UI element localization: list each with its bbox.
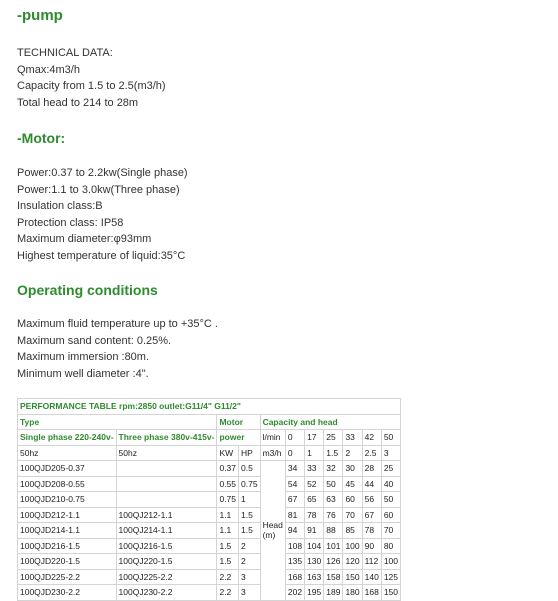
- m3h-label: m3/h: [260, 445, 285, 461]
- head-value: 150: [381, 585, 400, 601]
- lmin-label: l/min: [260, 430, 285, 446]
- head-value: 163: [305, 569, 324, 585]
- head-value: 67: [285, 492, 304, 508]
- head-value: 63: [324, 492, 343, 508]
- motor-line: Maximum diameter:φ93mm: [17, 233, 152, 245]
- head-value: 45: [343, 476, 362, 492]
- m3h-value: 3: [381, 445, 400, 461]
- lmin-value: 50: [381, 430, 400, 446]
- three-hz: 50hz: [116, 445, 217, 461]
- motor-heading: -Motor:: [17, 130, 66, 146]
- head-value: 44: [362, 476, 381, 492]
- power-hp: 1.5: [239, 507, 261, 523]
- table-row: [18, 507, 401, 523]
- single-phase-header: Single phase 220-240v-: [18, 430, 117, 446]
- power-kw: 1.1: [217, 507, 239, 523]
- head-value: 100: [381, 554, 400, 570]
- m3h-value: 1: [305, 445, 324, 461]
- operating-heading: Operating conditions: [17, 282, 158, 298]
- power-kw: 0.55: [217, 476, 239, 492]
- lmin-value: 42: [362, 430, 381, 446]
- motor-line: Power:1.1 to 3.0kw(Three phase): [17, 183, 180, 196]
- head-value: 94: [285, 523, 304, 539]
- motor-header: Motor: [217, 414, 260, 430]
- head-value: 104: [305, 538, 324, 554]
- head-value: 126: [324, 554, 343, 570]
- head-value: 101: [324, 538, 343, 554]
- three-phase-model: [116, 461, 217, 477]
- head-value: 60: [381, 507, 400, 523]
- single-phase-model: 100QJD230-2.2: [18, 585, 117, 601]
- single-phase-model: 100QJD212-1.1: [18, 507, 117, 523]
- power-header: power: [217, 430, 260, 446]
- single-phase-model: 100QJD220-1.5: [18, 554, 117, 570]
- head-value: 67: [362, 507, 381, 523]
- single-phase-model: 100QJD210-0.75: [18, 492, 117, 508]
- head-value: 56: [362, 492, 381, 508]
- three-phase-model: 100QJ212-1.1: [116, 507, 217, 523]
- head-label-cell: [260, 461, 285, 601]
- power-hp: 3: [239, 585, 261, 601]
- head-value: 25: [381, 461, 400, 477]
- operating-line: Maximum fluid temperature up to +35°C .: [17, 318, 218, 330]
- head-value: 180: [343, 585, 362, 601]
- head-value: 76: [324, 507, 343, 523]
- table-row: [18, 523, 401, 539]
- operating-line: Minimum well diameter :4".: [17, 367, 149, 380]
- head-value: 140: [362, 569, 381, 585]
- power-kw: 1.5: [217, 554, 239, 570]
- m3h-value: 2.5: [362, 445, 381, 461]
- head-value: 168: [362, 585, 381, 601]
- head-value: 54: [285, 476, 304, 492]
- three-phase-header: Three phase 380v-415v-: [116, 430, 217, 446]
- head-value: 158: [324, 569, 343, 585]
- operating-line: Maximum sand content: 0.25%.: [17, 334, 172, 347]
- head-value: 195: [305, 585, 324, 601]
- motor-line: Highest temperature of liquid:35°C: [17, 249, 186, 262]
- single-phase-model: 100QJD225-2.2: [18, 569, 117, 585]
- head-value: 70: [343, 507, 362, 523]
- head-value: 100: [343, 538, 362, 554]
- table-row: [18, 492, 401, 508]
- power-kw: 0.37: [217, 461, 239, 477]
- kw-label: KW: [217, 445, 239, 461]
- head-value: 78: [305, 507, 324, 523]
- head-value: 202: [285, 585, 304, 601]
- head-value: 34: [285, 461, 304, 477]
- power-hp: 1: [239, 492, 261, 508]
- head-value: 33: [305, 461, 324, 477]
- operating-conditions: [17, 316, 218, 382]
- three-phase-model: 100QJ220-1.5: [116, 554, 217, 570]
- head-value: 80: [381, 538, 400, 554]
- lmin-value: 33: [343, 430, 362, 446]
- capacity-head-header: Capacity and head: [260, 414, 400, 430]
- single-phase-model: 100QJD214-1.1: [18, 523, 117, 539]
- head-value: 108: [285, 538, 304, 554]
- single-phase-model: 100QJD205-0.37: [18, 461, 117, 477]
- head-value: 28: [362, 461, 381, 477]
- head-value: 81: [285, 507, 304, 523]
- technical-line: TECHNICAL DATA:: [17, 47, 113, 59]
- m3h-value: 1.5: [324, 445, 343, 461]
- head-value: 120: [343, 554, 362, 570]
- motor-line: Protection class: IP58: [17, 216, 124, 229]
- table-row: [18, 476, 401, 492]
- table-row: [18, 585, 401, 601]
- hp-label: HP: [239, 445, 261, 461]
- three-phase-model: 100QJ216-1.5: [116, 538, 217, 554]
- power-hp: 1.5: [239, 523, 261, 539]
- pump-heading: -pump: [17, 7, 63, 24]
- type-header: Type: [18, 414, 217, 430]
- head-value: 88: [324, 523, 343, 539]
- motor-line: Insulation class:B: [17, 200, 103, 212]
- head-value: 65: [305, 492, 324, 508]
- three-phase-model: 100QJ230-2.2: [116, 585, 217, 601]
- power-hp: 2: [239, 554, 261, 570]
- table-row: [18, 554, 401, 570]
- three-phase-model: 100QJ225-2.2: [116, 569, 217, 585]
- m3h-value: 0: [285, 445, 304, 461]
- head-value: 135: [285, 554, 304, 570]
- head-value: 32: [324, 461, 343, 477]
- lmin-value: 25: [324, 430, 343, 446]
- technical-data: [17, 45, 166, 111]
- power-kw: 2.2: [217, 585, 239, 601]
- power-kw: 1.5: [217, 538, 239, 554]
- head-value: 112: [362, 554, 381, 570]
- head-value: 40: [381, 476, 400, 492]
- head-value: 70: [381, 523, 400, 539]
- head-value: 168: [285, 569, 304, 585]
- head-value: 52: [305, 476, 324, 492]
- head-value: 125: [381, 569, 400, 585]
- head-value: 78: [362, 523, 381, 539]
- power-kw: 1.1: [217, 523, 239, 539]
- table-row: [18, 538, 401, 554]
- head-value: 189: [324, 585, 343, 601]
- single-phase-model: 100QJD216-1.5: [18, 538, 117, 554]
- lmin-value: 17: [305, 430, 324, 446]
- head-value: 91: [305, 523, 324, 539]
- single-phase-model: 100QJD208-0.55: [18, 476, 117, 492]
- head-value: 30: [343, 461, 362, 477]
- power-kw: 0.75: [217, 492, 239, 508]
- head-value: 150: [343, 569, 362, 585]
- m3h-value: 2: [343, 445, 362, 461]
- motor-specs: [17, 165, 188, 264]
- table-row: [18, 569, 401, 585]
- power-kw: 2.2: [217, 569, 239, 585]
- head-value: 90: [362, 538, 381, 554]
- head-value: 85: [343, 523, 362, 539]
- three-phase-model: 100QJ214-1.1: [116, 523, 217, 539]
- motor-line: Power:0.37 to 2.2kw(Single phase): [17, 167, 188, 179]
- single-hz: 50hz: [18, 445, 117, 461]
- head-value: 130: [305, 554, 324, 570]
- lmin-value: 0: [285, 430, 304, 446]
- head-label: Head: [262, 520, 283, 531]
- table-title: PERFORMANCE TABLE rpm:2850 outlet:G11/4" G11/2": [18, 399, 401, 415]
- head-value: 60: [343, 492, 362, 508]
- head-unit: (m): [262, 530, 276, 541]
- technical-line: Capacity from 1.5 to 2.5(m3/h): [17, 80, 166, 92]
- operating-line: Maximum immersion :80m.: [17, 351, 150, 363]
- power-hp: 2: [239, 538, 261, 554]
- performance-table: [17, 398, 401, 601]
- three-phase-model: [116, 476, 217, 492]
- power-hp: 3: [239, 569, 261, 585]
- technical-line: Total head to 214 to 28m: [17, 96, 139, 109]
- power-hp: 0.5: [239, 461, 261, 477]
- head-value: 50: [381, 492, 400, 508]
- power-hp: 0.75: [239, 476, 261, 492]
- technical-line: Qmax:4m3/h: [17, 63, 80, 76]
- head-value: 50: [324, 476, 343, 492]
- table-row: [18, 461, 401, 477]
- three-phase-model: [116, 492, 217, 508]
